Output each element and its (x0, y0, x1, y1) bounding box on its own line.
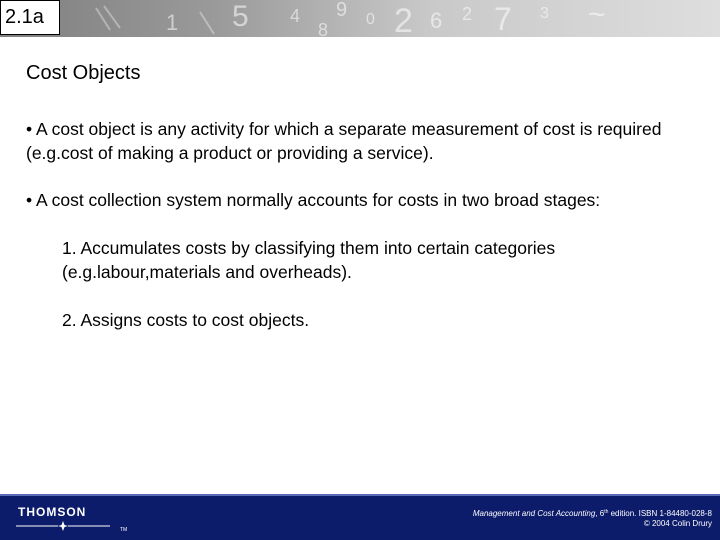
edition-isbn: edition. ISBN 1-84480-028-8 (608, 509, 712, 518)
banner-digit: 2 (394, 2, 413, 40)
banner-digit: 0 (366, 11, 375, 28)
logo-star-rule-icon (16, 520, 128, 533)
decorative-digits-graphic (0, 0, 720, 40)
banner-digit: 9 (336, 0, 348, 21)
book-title: Management and Cost Accounting (472, 509, 596, 518)
edition-number: 6 (599, 509, 605, 518)
logo-wordmark: THOMSON (18, 505, 87, 519)
edition-suffix: th (604, 509, 609, 515)
book-citation (473, 507, 712, 519)
slide-title: Cost Objects (26, 62, 141, 84)
banner-digit: 6 (430, 8, 443, 33)
banner-digit: 7 (494, 1, 512, 37)
bullet-point: • A cost object is any activity for which a separate measurement of cost is required (e.g.cost of making a product or providing a service). (26, 119, 662, 163)
copyright-notice: © 2004 Colin Drury (643, 519, 712, 528)
logo-trademark: TM (120, 527, 128, 533)
header-banner (0, 0, 720, 40)
numbered-item: 2. Assigns costs to cost objects. (62, 310, 310, 330)
edition-prefix: , (595, 509, 600, 518)
banner-digit: 4 (290, 6, 301, 26)
slide-number: 2.1a (0, 0, 60, 35)
banner-digit: 8 (318, 20, 329, 40)
numbered-item: 1. Accumulates costs by classifying them into certain categories (e.g.labour,materials and overheads). (62, 238, 556, 282)
banner-digit: 3 (540, 5, 549, 22)
banner-digit: ~ (588, 0, 606, 31)
banner-digit: 2 (462, 4, 473, 24)
thomson-logo (10, 501, 128, 533)
banner-digit: 5 (232, 0, 249, 33)
bullet-point: • A cost collection system normally accounts for costs in two broad stages: (26, 190, 601, 210)
banner-digit: 1 (166, 10, 179, 35)
